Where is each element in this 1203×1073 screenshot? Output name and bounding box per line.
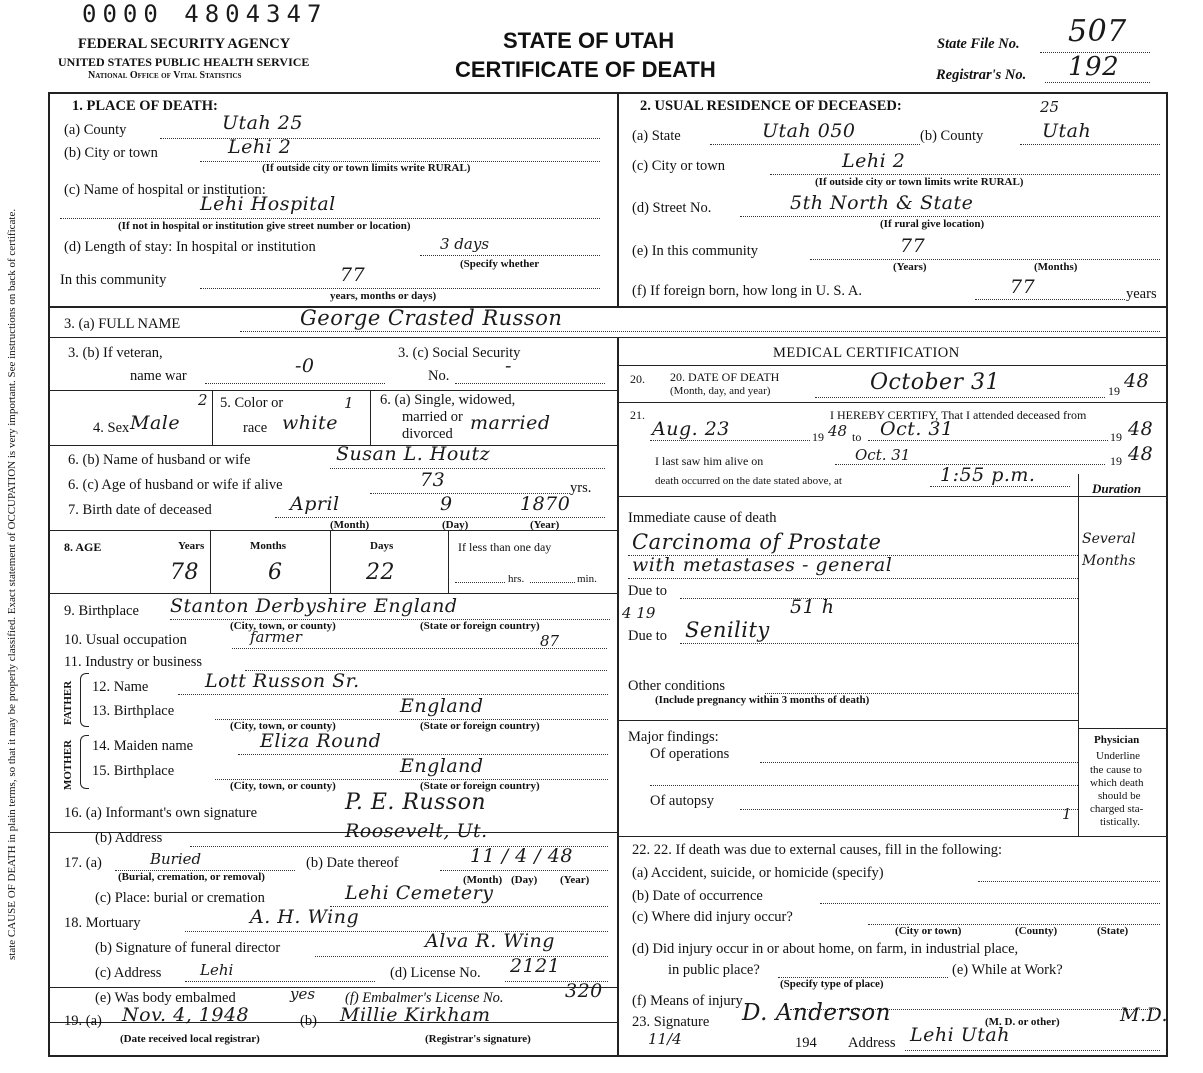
injury-type-caption: (Specify type of place) — [780, 978, 884, 990]
mortuary-address-value: Lehi — [200, 961, 234, 979]
birth-year-value: 1870 — [520, 493, 571, 515]
age-hrs-label: hrs. — [508, 573, 525, 585]
birth-date-label: 7. Birth date of deceased — [68, 502, 212, 518]
age-less-label: If less than one day — [458, 540, 552, 554]
age-label: 8. AGE — [64, 540, 102, 554]
physician-note-1: Physician — [1094, 734, 1140, 746]
state-title: STATE OF UTAH — [503, 28, 675, 53]
age-months-label: Months — [250, 540, 287, 552]
death-community-label: In this community — [60, 272, 167, 288]
frame-external-rule — [618, 836, 1168, 837]
sex-label: 4. Sex — [93, 420, 130, 436]
marital-label-2: married or — [402, 409, 463, 425]
service-name: UNITED STATES PUBLIC HEALTH SERVICE — [58, 55, 310, 69]
frame-medical-title-rule — [618, 365, 1168, 366]
registration-date-value: Nov. 4, 1948 — [122, 1004, 250, 1026]
duration-label: Duration — [1092, 481, 1142, 496]
father-birthplace-value: England — [400, 695, 484, 717]
birth-day-caption: (Day) — [442, 519, 469, 531]
street-note: (If rural give location) — [880, 218, 985, 230]
informant-signature-label: 16. (a) Informant's own signature — [64, 805, 258, 821]
certificate-title: CERTIFICATE OF DEATH — [455, 57, 716, 82]
burial-place-label: (c) Place: burial or cremation — [95, 890, 265, 906]
accident-label: (a) Accident, suicide, or homicide (specify) — [632, 865, 884, 881]
state-file-value: 507 — [1068, 14, 1127, 49]
immediate-cause-value: Carcinoma of Prostate — [632, 530, 882, 554]
license-value: 2121 — [510, 955, 561, 977]
age-years-label: Years — [178, 540, 205, 552]
informant-signature-value: P. E. Russon — [345, 790, 487, 815]
agency-name: FEDERAL SECURITY AGENCY — [78, 36, 291, 52]
informant-address-label: (b) Address — [95, 830, 163, 846]
external-causes-num: 22. — [632, 842, 654, 858]
residence-county-label: (b) County — [920, 128, 984, 144]
medical-certification-title: MEDICAL CERTIFICATION — [773, 345, 960, 361]
social-security-value: - — [505, 355, 512, 377]
mortuary-value: A. H. Wing — [250, 906, 360, 928]
mother-state-caption: (State or foreign country) — [420, 780, 540, 792]
occupation-label: 10. Usual occupation — [64, 632, 187, 648]
residence-community-value: 77 — [900, 235, 926, 257]
race-label: race — [243, 420, 268, 436]
father-birthplace-label: 13. Birthplace — [92, 703, 175, 719]
funeral-director-value: Alva R. Wing — [425, 930, 555, 952]
father-name-value: Lott Russon Sr. — [205, 670, 360, 692]
last-seen-label: I last saw him alive on — [655, 454, 764, 468]
immediate-cause-label: Immediate cause of death — [628, 510, 777, 526]
occupation-value: farmer — [250, 628, 302, 646]
license-label: (d) License No. — [390, 965, 481, 981]
signature-value: D. Anderson — [742, 1000, 891, 1026]
frame-duration-divider — [1078, 474, 1079, 836]
attended-from-year: 48 — [828, 422, 848, 440]
foreign-born-label: (f) If foreign born, how long in U. S. A. — [632, 283, 862, 299]
death-city-label: (b) City or town — [64, 145, 158, 161]
death-date-num: 20. — [630, 372, 645, 386]
injury-city-caption: (City or town) — [895, 925, 962, 937]
marital-value: married — [470, 412, 551, 434]
death-date-sublabel: (Month, day, and year) — [670, 385, 771, 397]
father-group-label: FATHER — [62, 680, 74, 725]
stay-label: (d) Length of stay: In hospital or institution — [64, 239, 316, 255]
death-date-label: 20. DATE OF DEATH — [670, 370, 780, 384]
race-code: 1 — [344, 394, 354, 412]
frame-findings-rule — [618, 720, 1078, 721]
marital-label-3: divorced — [402, 426, 453, 442]
father-name-label: 12. Name — [92, 679, 149, 695]
birthplace-state-caption: (State or foreign country) — [420, 620, 540, 632]
occupation-code: 87 — [540, 632, 560, 650]
death-county-value: Utah 25 — [222, 112, 303, 134]
frame-right-border — [1166, 92, 1168, 1057]
funeral-director-label: (b) Signature of funeral director — [95, 940, 281, 956]
last-seen-year: 48 — [1128, 443, 1154, 465]
race-value: white — [282, 412, 338, 434]
physician-note-6: charged sta- — [1090, 803, 1144, 815]
full-name-label: 3. (a) FULL NAME — [64, 316, 181, 332]
injury-home-label: (d) Did injury occur in or about home, on farm, in industrial place, — [632, 941, 1019, 957]
registration-date-caption: (Date received local registrar) — [120, 1033, 260, 1045]
registrar-signature-value: Millie Kirkham — [340, 1004, 491, 1026]
registrar-signature-caption: (Registrar's signature) — [425, 1033, 531, 1045]
residence-city-label: (c) City or town — [632, 158, 726, 174]
frame-bottom-border — [48, 1055, 1168, 1057]
other-conditions-label: Other conditions — [628, 678, 726, 694]
frame-veteran-rule — [48, 390, 618, 391]
frame-physician-rule — [1078, 728, 1168, 729]
certificate-serial-number: 0000 4804347 — [82, 0, 328, 28]
signature-year-prefix: 194 — [795, 1035, 817, 1051]
burial-year-caption: (Year) — [560, 874, 590, 886]
attended-to-value: Oct. 31 — [880, 418, 954, 440]
frame-sex-rule — [48, 445, 618, 446]
signature-date-value: 11/4 — [648, 1030, 682, 1048]
other-conditions-note: (Include pregnancy within 3 months of death) — [655, 694, 870, 706]
duration-value: Several Months — [1082, 531, 1136, 569]
embalmer-license-value: 320 — [565, 980, 603, 1002]
death-county-label: (a) County — [64, 122, 127, 138]
mortuary-label: 18. Mortuary — [64, 915, 141, 931]
mother-birthplace-value: England — [400, 755, 484, 777]
birth-year-caption: (Year) — [530, 519, 560, 531]
age-days-label: Days — [370, 540, 394, 552]
birth-day-value: 9 — [440, 493, 453, 515]
sex-value: Male — [130, 412, 181, 434]
death-community-value: 77 — [340, 264, 366, 286]
birth-month-caption: (Month) — [330, 519, 370, 531]
death-city-note: (If outside city or town limits write RURAL) — [262, 162, 471, 174]
spouse-value: Susan L. Houtz — [336, 443, 491, 465]
frame-name-bottom-rule — [48, 337, 1168, 338]
residence-state-label: (a) State — [632, 128, 681, 144]
external-causes-heading — [632, 842, 1002, 859]
full-name-value: George Crasted Russon — [300, 306, 563, 330]
frame-age-years-divider — [210, 530, 211, 593]
residence-heading: 2. USUAL RESIDENCE OF DECEASED: — [640, 98, 902, 114]
burial-label: 17. (a) — [64, 855, 102, 871]
age-months-value: 6 — [268, 560, 283, 585]
residence-county-value: Utah — [1042, 120, 1092, 142]
veteran-label: 3. (b) If veteran, — [68, 345, 163, 361]
frame-age-months-divider — [330, 530, 331, 593]
death-community-note: years, months or days) — [330, 290, 437, 302]
death-date-value: October 31 — [870, 370, 1001, 395]
social-security-no-label: No. — [428, 368, 450, 384]
injury-where-label: (c) Where did injury occur? — [632, 909, 793, 925]
frame-name-top-rule — [48, 306, 1168, 308]
embalmed-label: (e) Was body embalmed — [95, 990, 236, 1006]
death-year-prefix: 19 — [1108, 384, 1120, 398]
hospital-value: Lehi Hospital — [200, 193, 336, 215]
registrar-value: 192 — [1068, 52, 1120, 82]
signature-md-caption: (M. D. or other) — [985, 1016, 1060, 1028]
physician-note-4: which death — [1090, 777, 1144, 789]
sex-code: 2 — [198, 391, 208, 409]
street-label: (d) Street No. — [632, 200, 712, 216]
mother-birthplace-label: 15. Birthplace — [92, 763, 175, 779]
residence-community-label: (e) In this community — [632, 243, 759, 259]
spouse-label: 6. (b) Name of husband or wife — [68, 452, 251, 468]
residence-months-caption: (Months) — [1034, 261, 1078, 273]
last-seen-value: Oct. 31 — [855, 446, 911, 464]
certify-num: 21. — [630, 408, 645, 422]
mother-name-value: Eliza Round — [260, 730, 382, 752]
burial-day-caption: (Day) — [511, 874, 538, 886]
physician-note-5: should be — [1098, 790, 1141, 802]
office-name: National Office of Vital Statistics — [88, 70, 242, 81]
color-label: 5. Color or — [220, 395, 284, 411]
father-city-caption: (City, town, or county) — [230, 720, 336, 732]
frame-left-border — [48, 92, 50, 1057]
last-seen-year-prefix: 19 — [1110, 454, 1122, 468]
occurrence-date-label: (b) Date of occurrence — [632, 888, 763, 904]
injury-state-caption: (State) — [1097, 925, 1129, 937]
birthplace-value: Stanton Derbyshire England — [170, 595, 458, 617]
external-causes-text: 22. If death was due to external causes, fill in the following: — [653, 842, 1003, 858]
due-to-value: Senility — [685, 618, 770, 642]
injury-public-label: in public place? — [668, 962, 760, 978]
signature-md-value: M.D. — [1120, 1004, 1169, 1026]
age-years-value: 78 — [170, 560, 199, 585]
autopsy-mark: 1 — [1062, 805, 1072, 823]
age-days-value: 22 — [366, 560, 395, 585]
foreign-born-value: 77 — [1010, 276, 1036, 298]
mother-name-label: 14. Maiden name — [92, 738, 194, 754]
age-min-label: min. — [577, 573, 597, 585]
occurred-value: 1:55 p.m. — [940, 464, 1036, 486]
physician-note-3: the cause to — [1090, 764, 1142, 776]
physician-note-2: Underline — [1096, 750, 1140, 762]
certify-text: I HEREBY CERTIFY, That I attended deceased from — [830, 408, 1087, 422]
place-of-death-heading: 1. PLACE OF DEATH: — [72, 98, 218, 114]
spouse-age-value: 73 — [420, 469, 446, 491]
hospital-note: (If not in hospital or institution give street number or location) — [118, 220, 411, 232]
attended-to-year: 48 — [1128, 418, 1154, 440]
frame-death-date-rule — [618, 402, 1168, 403]
frame-mortuary-rule — [48, 987, 618, 988]
attended-to-year-prefix: 19 — [1110, 430, 1122, 444]
immediate-cause-value-2: with metastases - general — [632, 554, 893, 576]
attended-from-year-prefix: 19 — [812, 430, 824, 444]
residence-city-value: Lehi 2 — [842, 150, 906, 172]
birthplace-label: 9. Birthplace — [64, 603, 139, 619]
due-to-label-2: Due to — [628, 628, 668, 644]
spouse-age-label: 6. (c) Age of husband or wife if alive — [68, 477, 283, 493]
due-to-label-1: Due to — [628, 583, 668, 599]
attended-to-label: to — [852, 430, 862, 444]
autopsy-label: Of autopsy — [650, 793, 715, 809]
social-security-label: 3. (c) Social Security — [398, 345, 521, 361]
occurred-label: death occurred on the date stated above, at — [655, 475, 842, 487]
frame-sex-divider — [212, 390, 213, 445]
residence-city-note: (If outside city or town limits write RURAL) — [815, 176, 1024, 188]
death-city-value: Lehi 2 — [228, 136, 292, 158]
mother-group-label: MOTHER — [62, 739, 74, 790]
residence-state-value: Utah 050 — [762, 120, 856, 142]
residence-years-caption: (Years) — [893, 261, 927, 273]
due-to-code: 51 h — [790, 596, 835, 618]
residence-county-code: 25 — [1040, 98, 1060, 116]
burial-month-caption: (Month) — [463, 874, 503, 886]
birth-month-value: April — [290, 493, 340, 515]
attended-from-value: Aug. 23 — [652, 418, 730, 440]
burial-place-value: Lehi Cemetery — [345, 882, 494, 904]
stay-value: 3 days — [440, 235, 490, 253]
embalmer-license-label: (f) Embalmer's License No. — [345, 990, 504, 1006]
birthplace-codes: 4 19 — [622, 604, 656, 622]
burial-value: Buried — [150, 850, 202, 868]
spouse-age-unit: yrs. — [570, 480, 592, 496]
frame-top-divider — [617, 92, 619, 307]
burial-date-label: (b) Date thereof — [306, 855, 399, 871]
signature-address-value: Lehi Utah — [910, 1024, 1010, 1046]
signature-label: 23. Signature — [632, 1014, 710, 1030]
registrar-label: Registrar's No. — [936, 67, 1027, 83]
frame-top-border — [48, 92, 1168, 94]
registration-label: 19. (a) — [64, 1013, 102, 1029]
father-state-caption: (State or foreign country) — [420, 720, 540, 732]
frame-race-divider — [370, 390, 371, 445]
embalmed-value: yes — [290, 985, 316, 1003]
registrar-signature-label: (b) — [300, 1013, 317, 1029]
informant-address-value: Roosevelt, Ut. — [345, 820, 488, 842]
injury-county-caption: (County) — [1015, 925, 1058, 937]
death-year-value: 48 — [1124, 370, 1150, 392]
birthplace-city-caption: (City, town, or county) — [230, 620, 336, 632]
frame-certify-rule — [618, 496, 1168, 497]
industry-label: 11. Industry or business — [64, 654, 203, 670]
foreign-born-unit: years — [1126, 286, 1157, 302]
major-findings-label: Major findings: — [628, 729, 719, 745]
burial-caption: (Burial, cremation, or removal) — [118, 871, 265, 883]
street-value: 5th North & State — [790, 192, 974, 214]
injury-means-label: (f) Means of injury — [632, 993, 743, 1009]
frame-age-bottom-rule — [48, 593, 618, 594]
marital-label-1: 6. (a) Single, widowed, — [380, 392, 516, 408]
signature-address-label: Address — [848, 1035, 896, 1051]
side-instructions: state CAUSE OF DEATH in plain terms, so that it may be properly classified. Exact statement of OCCUPATION is very important. See instructions on back of certificate. — [6, 208, 18, 960]
operations-label: Of operations — [650, 746, 730, 762]
physician-note-7: tistically. — [1100, 816, 1140, 828]
veteran-war-label: name war — [130, 368, 187, 384]
stay-note: (Specify whether — [460, 258, 540, 270]
hospital-label: (c) Name of hospital or institution: — [64, 182, 266, 198]
veteran-value: -0 — [295, 355, 315, 377]
state-file-label: State File No. — [937, 36, 1020, 52]
mortuary-address-label: (c) Address — [95, 965, 162, 981]
burial-date-value: 11 / 4 / 48 — [470, 845, 573, 867]
injury-work-label: (e) While at Work? — [952, 962, 1063, 978]
mother-city-caption: (City, town, or county) — [230, 780, 336, 792]
frame-age-days-divider — [448, 530, 449, 593]
